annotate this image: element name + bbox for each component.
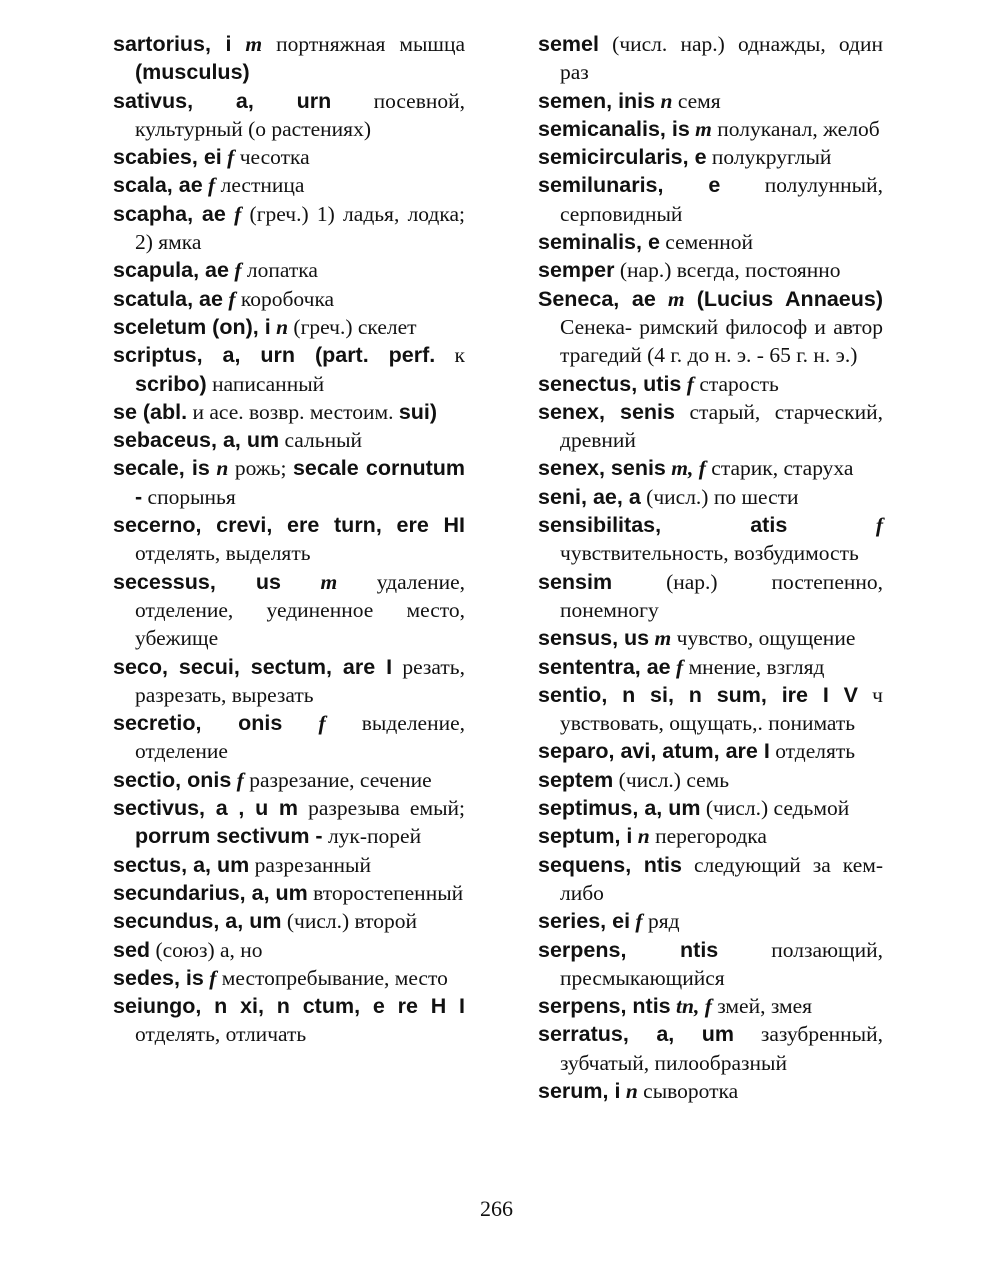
dictionary-entry	[113, 171, 465, 199]
entry-definition: ползающий, пресмыкающийся	[560, 937, 883, 990]
dictionary-entry	[538, 87, 883, 115]
entry-definition: (числ.) седьмой	[705, 796, 850, 821]
entry-headword-extra: scribo)	[135, 371, 207, 396]
entry-definition: (числ.) по шести	[646, 484, 799, 509]
entry-gender: m, f	[671, 456, 706, 481]
entry-headword: seminalis, e	[538, 230, 660, 255]
entry-definition: отделять, отличать	[135, 1022, 307, 1047]
entry-gender: f	[234, 201, 242, 226]
entry-gender: m	[667, 286, 685, 311]
entry-gender: f	[227, 145, 235, 170]
dictionary-entry	[113, 851, 465, 879]
dictionary-entry	[538, 143, 883, 171]
entry-definition: ч увствовать, ощущать,. понимать	[560, 682, 883, 736]
dictionary-entry	[113, 454, 465, 511]
dictionary-entry	[113, 936, 465, 964]
dictionary-entry	[113, 511, 465, 568]
entry-gender: n	[625, 1078, 638, 1103]
entry-gender: f	[236, 767, 244, 792]
entry-definition: рожь;	[234, 456, 287, 481]
entry-headword: secundus, a, um	[113, 909, 282, 934]
dictionary-entry	[113, 87, 465, 144]
entry-headword: scabies, ei	[113, 145, 222, 170]
entry-definition: полулунный, серповидный	[560, 173, 884, 226]
entry-headword: secale, is	[113, 456, 210, 481]
entry-gender: f	[686, 371, 694, 396]
dictionary-entry	[538, 794, 883, 822]
dictionary-entry	[538, 766, 883, 794]
dictionary-entry	[113, 794, 465, 851]
dictionary-entry	[113, 426, 465, 454]
entry-headword-extra: sui)	[398, 399, 438, 424]
dictionary-entry	[113, 143, 465, 171]
entry-headword: sensibilitas, atis	[538, 513, 788, 538]
entry-headword: sceletum (on), i	[113, 314, 271, 339]
entry-headword: semilunaris, e	[538, 173, 721, 198]
entry-gender: f	[209, 965, 217, 990]
entry-definition: резать, разрезать, вырезать	[135, 654, 465, 707]
entry-gender: tn, f	[676, 994, 712, 1019]
entry-definition: сальный	[284, 428, 363, 453]
entry-gender: f	[234, 258, 242, 283]
entry-headword: semen, inis	[538, 88, 656, 113]
dictionary-entry	[538, 1020, 883, 1077]
entry-headword: senex, senis	[538, 399, 675, 424]
entry-definition: следующий за кем-либо	[560, 852, 884, 905]
entry-gender: f	[208, 173, 216, 198]
entry-definition: (союз) а, но	[155, 937, 263, 962]
entry-headword: sentio, n si, n sum, ire I V	[538, 682, 858, 707]
dictionary-entry	[113, 568, 465, 653]
entry-definition: старость	[699, 371, 779, 396]
entry-definition: выделение, отделение	[135, 711, 466, 764]
dictionary-entry	[113, 398, 465, 426]
entry-headword: serratus, a, um	[538, 1022, 734, 1047]
entry-headword: Seneca, ae	[538, 286, 656, 311]
entry-definition: полуканал, желоб	[717, 116, 880, 141]
entry-definition: полукруглый	[711, 145, 832, 170]
entry-headword: series, ei	[538, 909, 631, 934]
right-column	[538, 30, 883, 1105]
dictionary-entry	[538, 851, 883, 908]
dictionary-entry	[538, 115, 883, 143]
entry-definition: (числ.) семь	[618, 767, 730, 792]
dictionary-entry	[113, 709, 465, 766]
entry-headword: secretio, onis	[113, 711, 283, 736]
dictionary-entry	[538, 370, 883, 398]
entry-definition: отделять	[775, 739, 856, 764]
left-column	[113, 30, 465, 1049]
entry-headword: scapha, ae	[113, 201, 226, 226]
entry-definition: к	[454, 343, 465, 368]
entry-definition: зазубренный, зубчатый, пилообразный	[560, 1022, 883, 1075]
entry-definition: лестница	[220, 173, 305, 198]
entry-headword: sebaceus, a, um	[113, 428, 280, 453]
entry-headword: semicircularis, e	[538, 145, 707, 170]
entry-headword: scapula, ae	[113, 258, 229, 283]
dictionary-entry	[538, 624, 883, 652]
entry-headword-extra: (musculus)	[135, 60, 250, 85]
entry-headword: separo, avi, atum, are I	[538, 739, 770, 764]
dictionary-entry	[538, 511, 883, 568]
entry-definition: ряд	[647, 909, 680, 934]
entry-headword: sartorius, i	[113, 32, 232, 56]
entry-headword: se (abl.	[113, 399, 188, 424]
entry-definition: лопатка	[246, 258, 318, 283]
entry-headword: sedes, is	[113, 965, 204, 990]
entry-definition: и асе. возвр. местоим.	[192, 399, 394, 424]
entry-gender: f	[676, 654, 684, 679]
entry-gender: f	[228, 286, 236, 311]
entry-headword: secessus, us	[113, 569, 281, 594]
entry-definition: разрезание, сечение	[249, 767, 432, 792]
entry-definition-extra: написанный	[212, 371, 325, 396]
entry-definition: разрезыва емый;	[308, 796, 466, 821]
entry-definition-extra: спорынья	[147, 484, 236, 509]
entry-definition: второстепенный	[313, 880, 464, 905]
entry-headword: septem	[538, 767, 614, 792]
dictionary-entry	[538, 228, 883, 256]
entry-headword: sed	[113, 937, 151, 962]
dictionary-entry	[538, 454, 883, 482]
entry-definition: разрезанный	[254, 852, 371, 877]
entry-gender: n	[276, 314, 289, 339]
entry-headword: sequens, ntis	[538, 852, 682, 877]
entry-definition-extra: Сенека- римский философ и автор трагедий (4 г. до н. э. - 65 г. н. э.)	[560, 314, 883, 368]
entry-gender: f	[875, 513, 883, 538]
dictionary-entry	[113, 964, 465, 992]
entry-definition: отделять, выделять	[135, 541, 311, 566]
dictionary-entry	[538, 483, 883, 511]
entry-definition: (числ. нар.) однажды, один раз	[560, 32, 883, 85]
dictionary-entry	[538, 30, 883, 87]
entry-definition: чувствительность, возбудимость	[560, 541, 859, 566]
dictionary-entry	[113, 30, 465, 87]
entry-headword: sectio, onis	[113, 767, 232, 792]
entry-headword: semel	[538, 32, 599, 56]
dictionary-entry	[113, 766, 465, 794]
dictionary-entry	[113, 992, 465, 1049]
dictionary-entry	[113, 285, 465, 313]
entry-headword-extra: secale cornutum -	[135, 456, 465, 509]
entry-gender: n	[637, 824, 650, 849]
entry-headword: scatula, ae	[113, 286, 223, 311]
dictionary-entry	[538, 737, 883, 765]
entry-gender: n	[216, 456, 229, 481]
entry-headword: sententra, ae	[538, 654, 671, 679]
entry-headword: secerno, crevi, ere turn, ere HI	[113, 513, 465, 538]
entry-gender: m	[654, 626, 672, 651]
dictionary-entry	[538, 936, 883, 993]
dictionary-entry	[538, 171, 883, 228]
dictionary-entry	[538, 992, 883, 1020]
entry-definition: семенной	[665, 230, 754, 255]
entry-headword: semper	[538, 258, 615, 283]
entry-headword: seco, secui, sectum, are I	[113, 654, 393, 679]
entry-definition: (греч.) 1) ладья, лодка; 2) ямка	[135, 201, 466, 255]
dictionary-entry	[113, 653, 465, 710]
entry-definition: (числ.) второй	[286, 909, 417, 934]
page-number: 266	[480, 1196, 513, 1221]
entry-definition: (греч.) скелет	[293, 314, 417, 339]
entry-headword: sativus, a, urn	[113, 88, 332, 113]
dictionary-entry	[113, 907, 465, 935]
entry-definition: чесотка	[239, 145, 310, 170]
dictionary-entry	[113, 256, 465, 284]
entry-gender: m	[320, 569, 338, 594]
dictionary-entry	[113, 200, 465, 257]
entry-headword: seni, ae, a	[538, 484, 641, 509]
entry-headword: seiungo, n xi, n ctum, e re H I	[113, 994, 465, 1019]
entry-gender: n	[660, 88, 673, 113]
dictionary-entry	[113, 313, 465, 341]
entry-definition: портняжная мышца	[276, 32, 465, 56]
entry-gender: m	[695, 116, 712, 141]
entry-headword: senectus, utis	[538, 371, 682, 396]
dictionary-entry	[538, 256, 883, 284]
entry-headword: septum, i	[538, 824, 633, 849]
entry-definition: удаление, отделение, уединенное место, убежище	[135, 569, 466, 651]
dictionary-entry	[538, 822, 883, 850]
entry-definition: старик, старуха	[711, 456, 854, 481]
entry-definition: сыворотка	[643, 1078, 739, 1103]
entry-definition: перегородка	[655, 824, 767, 849]
entry-headword: serpens, ntis	[538, 994, 671, 1019]
entry-headword: sectus, a, um	[113, 852, 250, 877]
entry-headword: sectivus, a , u m	[113, 796, 299, 821]
entry-headword: septimus, a, um	[538, 796, 701, 821]
entry-definition: мнение, взгляд	[688, 654, 825, 679]
entry-headword: serpens, ntis	[538, 937, 719, 962]
entry-headword: semicanalis, is	[538, 116, 690, 141]
dictionary-entry	[113, 341, 465, 398]
entry-headword: sensim	[538, 569, 613, 594]
entry-gender: m	[245, 32, 263, 56]
entry-definition: старый, старческий, древний	[560, 399, 884, 453]
entry-definition: местопребывание, место	[221, 965, 448, 990]
entry-gender: f	[635, 909, 643, 934]
entry-definition: (нар.) постепенно, понемногу	[560, 569, 883, 622]
entry-headword-extra: (Lucius Annaeus)	[696, 286, 883, 311]
entry-definition: (нар.) всегда, постоянно	[619, 258, 841, 283]
entry-headword: scriptus, a, urn (part. perf.	[113, 343, 436, 368]
dictionary-entry	[538, 653, 883, 681]
entry-headword: scala, ae	[113, 173, 203, 198]
dictionary-entry	[538, 1077, 883, 1105]
entry-definition: чувство, ощущение	[676, 626, 856, 651]
entry-headword: secundarius, a, um	[113, 880, 308, 905]
dictionary-entry	[538, 398, 883, 455]
dictionary-entry	[538, 568, 883, 625]
entry-headword-extra: porrum sectivum -	[135, 824, 323, 849]
entry-definition: семя	[677, 88, 721, 113]
entry-definition: посевной, культурный (о растениях)	[135, 88, 465, 141]
dictionary-entry	[113, 879, 465, 907]
entry-definition: змей, змея	[717, 994, 813, 1019]
entry-headword: serum, i	[538, 1078, 621, 1103]
dictionary-entry	[538, 285, 883, 370]
entry-definition: коробочка	[240, 286, 335, 311]
dictionary-entry	[538, 907, 883, 935]
entry-definition-extra: лук-порей	[327, 824, 422, 849]
entry-headword: sensus, us	[538, 626, 650, 651]
dictionary-entry	[538, 681, 883, 738]
entry-headword: senex, senis	[538, 456, 666, 481]
entry-gender: f	[318, 711, 326, 736]
